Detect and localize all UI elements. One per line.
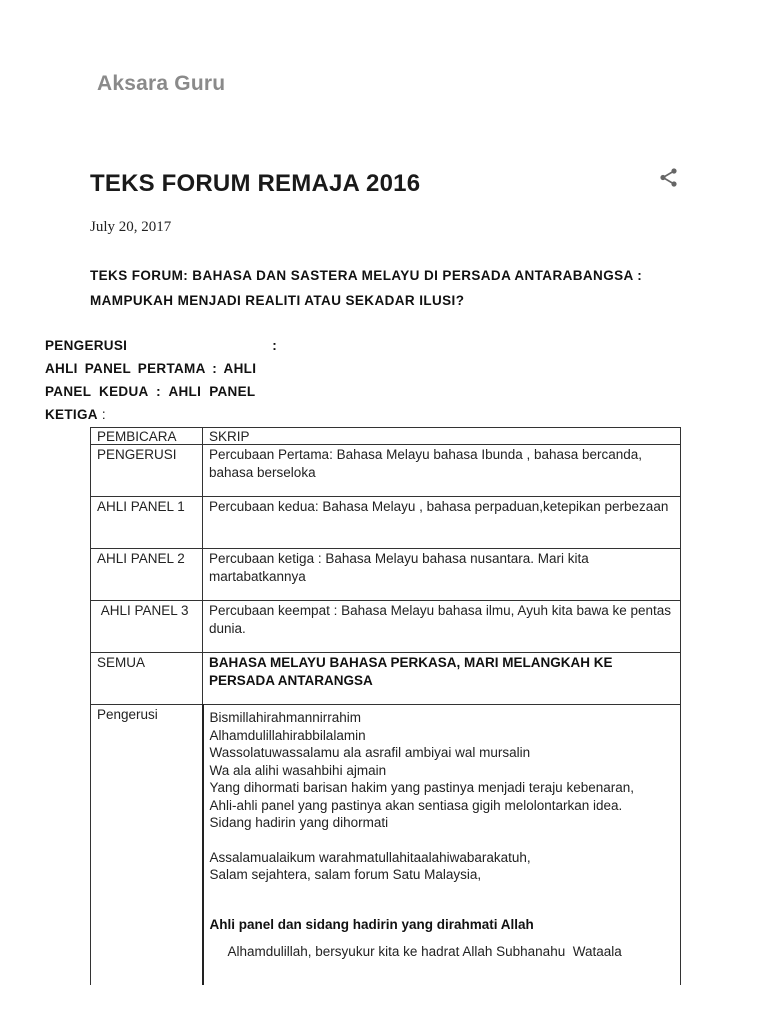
script-line: Wa ala alihi wasahbihi ajmain xyxy=(209,762,387,778)
paragraph-gap xyxy=(210,933,676,943)
script-line: Alhamdulillah, bersyukur kita ke hadrat Allah Subhanahu Wataala xyxy=(227,944,622,959)
table-header-cell: PEMBICARA xyxy=(91,428,203,445)
post-subtitle: TEKS FORUM: BAHASA DAN SASTERA MELAYU DI PERSADA ANTARABANGSA : MAMPUKAH MENJADI REALITI ATAU SEKADAR ILUSI? xyxy=(90,268,643,308)
role-panel-line: PANEL KEDUA : AHLI PANEL xyxy=(45,384,256,399)
speaker-cell: PENGERUSI xyxy=(91,445,203,497)
role-line xyxy=(45,403,277,426)
role-chairman-label: PENGERUSI xyxy=(45,338,128,353)
script-cell xyxy=(203,705,681,986)
table-row xyxy=(91,445,681,497)
script-cell: Percubaan Pertama: Bahasa Melayu bahasa Ibunda , bahasa bercanda, bahasa berseloka xyxy=(203,445,681,497)
share-button[interactable] xyxy=(656,165,682,191)
post-title: TEKS FORUM REMAJA 2016 xyxy=(90,170,421,197)
script-line: Wassolatuwassalamu ala asrafil ambiyai wal mursalin xyxy=(209,745,531,760)
script-line: Assalamualaikum warahmatullahitaalahiwabarakatuh, xyxy=(209,849,531,865)
speaker-cell: AHLI PANEL 1 xyxy=(91,497,203,549)
roles-block xyxy=(45,334,277,426)
post-date: July 20, 2017 xyxy=(90,219,172,235)
table-row xyxy=(91,549,681,601)
script-line: Ahli-ahli panel yang pastinya akan sentiasa gigih melolontarkan idea. xyxy=(209,797,623,813)
script-cell: Percubaan kedua: Bahasa Melayu , bahasa perpaduan,ketepikan perbezaan xyxy=(203,497,681,549)
role-panel-line: KETIGA xyxy=(45,407,98,422)
table-header-row xyxy=(91,428,681,445)
script-cell: BAHASA MELAYU BAHASA PERKASA, MARI MELANGKAH KE PERSADA ANTARANGSA xyxy=(203,653,681,705)
speaker-cell: SEMUA xyxy=(91,653,203,705)
script-table xyxy=(90,427,681,985)
role-line xyxy=(45,357,277,380)
script-line: Bismillahirahmannirrahim xyxy=(209,710,362,725)
paragraph-gap xyxy=(210,884,676,916)
script-line: Sidang hadirin yang dihormati xyxy=(209,815,389,830)
script-bold-line: Ahli panel dan sidang hadirin yang dirahmati Allah xyxy=(209,916,534,932)
speaker-cell: AHLI PANEL 2 xyxy=(91,549,203,601)
script-cell: Percubaan keempat : Bahasa Melayu bahasa ilmu, Ayuh kita bawa ke pentas dunia. xyxy=(203,601,681,653)
role-line xyxy=(45,334,277,357)
script-line: Alhamdulillahirabbilalamin xyxy=(209,727,366,743)
speaker-cell: Pengerusi xyxy=(91,705,203,986)
script-line: Yang dihormati barisan hakim yang pastinya menjadi teraju kebenaran, xyxy=(209,780,634,795)
table-row xyxy=(91,601,681,653)
blog-name[interactable]: Aksara Guru xyxy=(97,72,226,95)
role-line xyxy=(45,380,277,403)
role-chairman-colon: : xyxy=(272,338,277,353)
table-row xyxy=(91,497,681,549)
role-panel-line: AHLI PANEL PERTAMA : AHLI xyxy=(45,361,257,376)
speaker-cell: AHLI PANEL 3 xyxy=(91,601,203,653)
table-header-cell: SKRIP xyxy=(203,428,681,445)
script-cell: Percubaan ketiga : Bahasa Melayu bahasa nusantara. Mari kita martabatkannya xyxy=(203,549,681,601)
role-panel-colon: : xyxy=(97,407,106,422)
script-line: Salam sejahtera, salam forum Satu Malaysia, xyxy=(209,867,482,882)
table-row xyxy=(91,653,681,705)
paragraph-gap xyxy=(210,832,676,849)
table-row xyxy=(91,705,681,986)
share-icon xyxy=(656,165,682,191)
